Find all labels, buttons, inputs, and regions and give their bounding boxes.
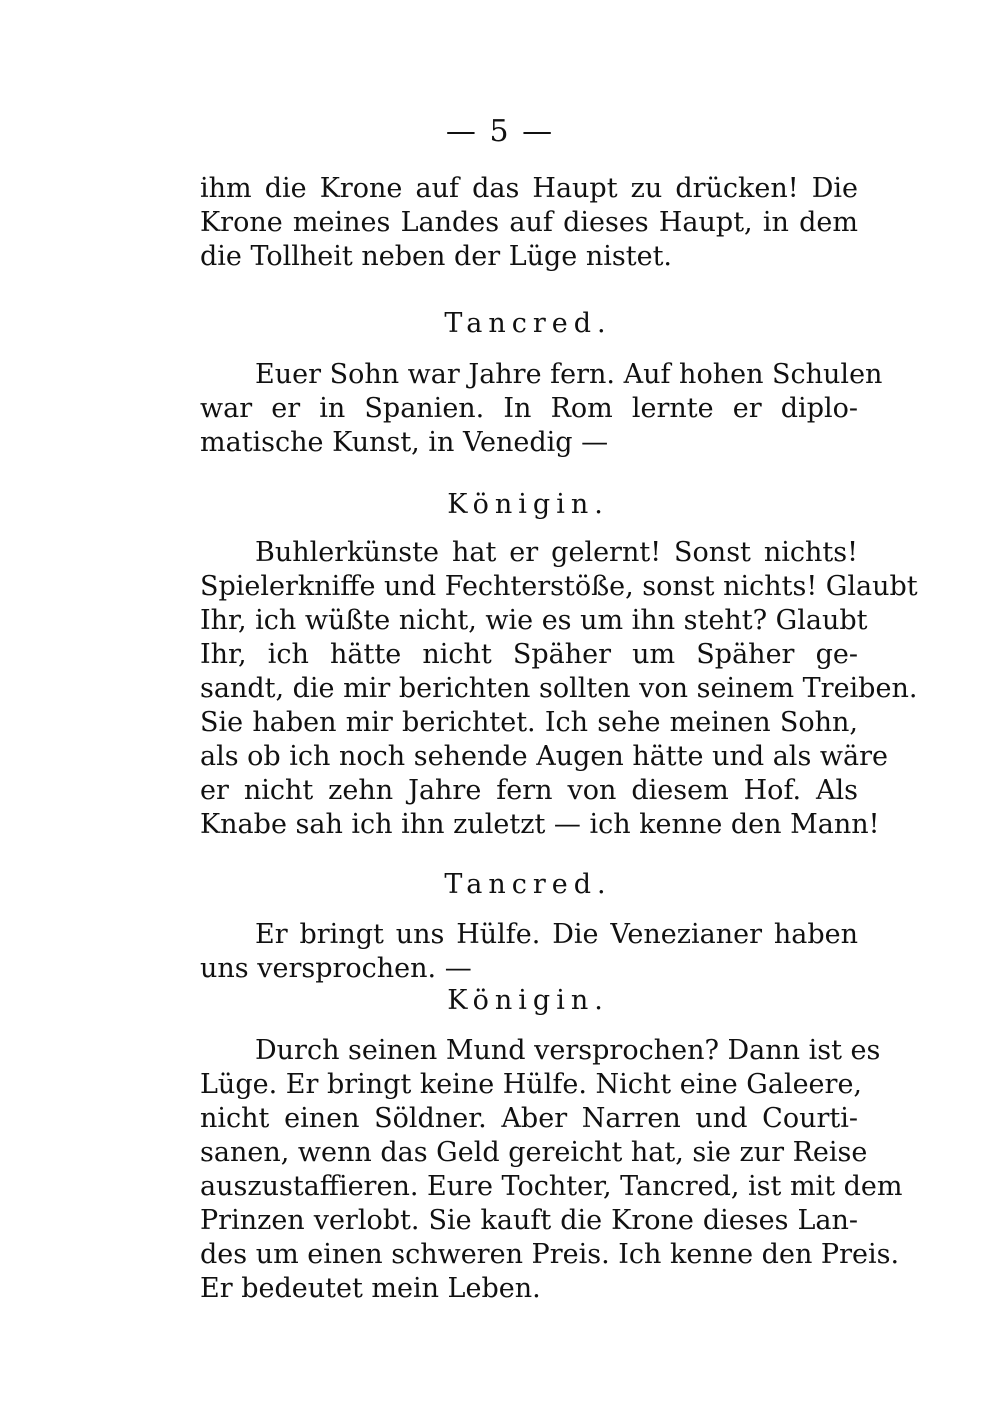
speech-paragraph: [200, 536, 918, 842]
text-line: Durch seinen Mund versprochen? Dann ist es: [255, 1035, 881, 1066]
text-line: Ihr, ich hätte nicht Späher um Späher ge-: [200, 639, 858, 670]
speech-paragraph: [200, 1034, 903, 1306]
text-line: Euer Sohn war Jahre fern. Auf hohen Schulen: [255, 359, 883, 390]
text-line: Ihr, ich wüßte nicht, wie es um ihn steht? Glaubt: [200, 605, 868, 636]
text-line: Er bringt uns Hülfe. Die Venezianer haben: [255, 919, 858, 950]
text-line: die Tollheit neben der Lüge nistet.: [200, 241, 673, 272]
speaker-name: Tancred.: [444, 308, 612, 339]
page-number: — 5 —: [445, 114, 555, 149]
text-line: als ob ich noch sehende Augen hätte und als wäre: [200, 741, 888, 772]
text-line: Sie haben mir berichtet. Ich sehe meinen Sohn,: [200, 707, 858, 738]
text-line: sanen, wenn das Geld gereicht hat, sie zur Reise: [200, 1137, 868, 1168]
text-line: Knabe sah ich ihn zuletzt — ich kenne den Mann!: [200, 809, 880, 840]
text-line: auszustaffieren. Eure Tochter, Tancred, ist mit dem: [200, 1171, 903, 1202]
text-line: war er in Spanien. In Rom lernte er diplo-: [200, 393, 858, 424]
text-line: nicht einen Söldner. Aber Narren und Courti-: [200, 1103, 858, 1134]
text-line: ihm die Krone auf das Haupt zu drücken! Die: [200, 173, 858, 204]
speech-paragraph: [200, 358, 883, 460]
text-line: Er bedeutet mein Leben.: [200, 1273, 541, 1304]
text-line: Prinzen verlobt. Sie kauft die Krone dieses Lan-: [200, 1205, 858, 1236]
speaker-name: Tancred.: [444, 869, 612, 900]
text-line: Spielerkniffe und Fechterstöße, sonst nichts! Glaubt: [200, 571, 918, 602]
text-line: Lüge. Er bringt keine Hülfe. Nicht eine Galeere,: [200, 1069, 863, 1100]
text-line: uns versprochen. —: [200, 953, 472, 984]
text-line: sandt, die mir berichten sollten von seinem Treiben.: [200, 673, 918, 704]
text-line: matische Kunst, in Venedig —: [200, 427, 609, 458]
speaker-name: Königin.: [447, 489, 609, 520]
text-line: des um einen schweren Preis. Ich kenne den Preis.: [200, 1239, 900, 1270]
speech-paragraph: [200, 172, 858, 274]
speaker-name: Königin.: [447, 985, 609, 1016]
text-line: er nicht zehn Jahre fern von diesem Hof. Als: [200, 775, 858, 806]
speech-paragraph: [200, 918, 858, 986]
text-line: Buhlerkünste hat er gelernt! Sonst nichts!: [255, 537, 858, 568]
text-line: Krone meines Landes auf dieses Haupt, in dem: [200, 207, 858, 238]
